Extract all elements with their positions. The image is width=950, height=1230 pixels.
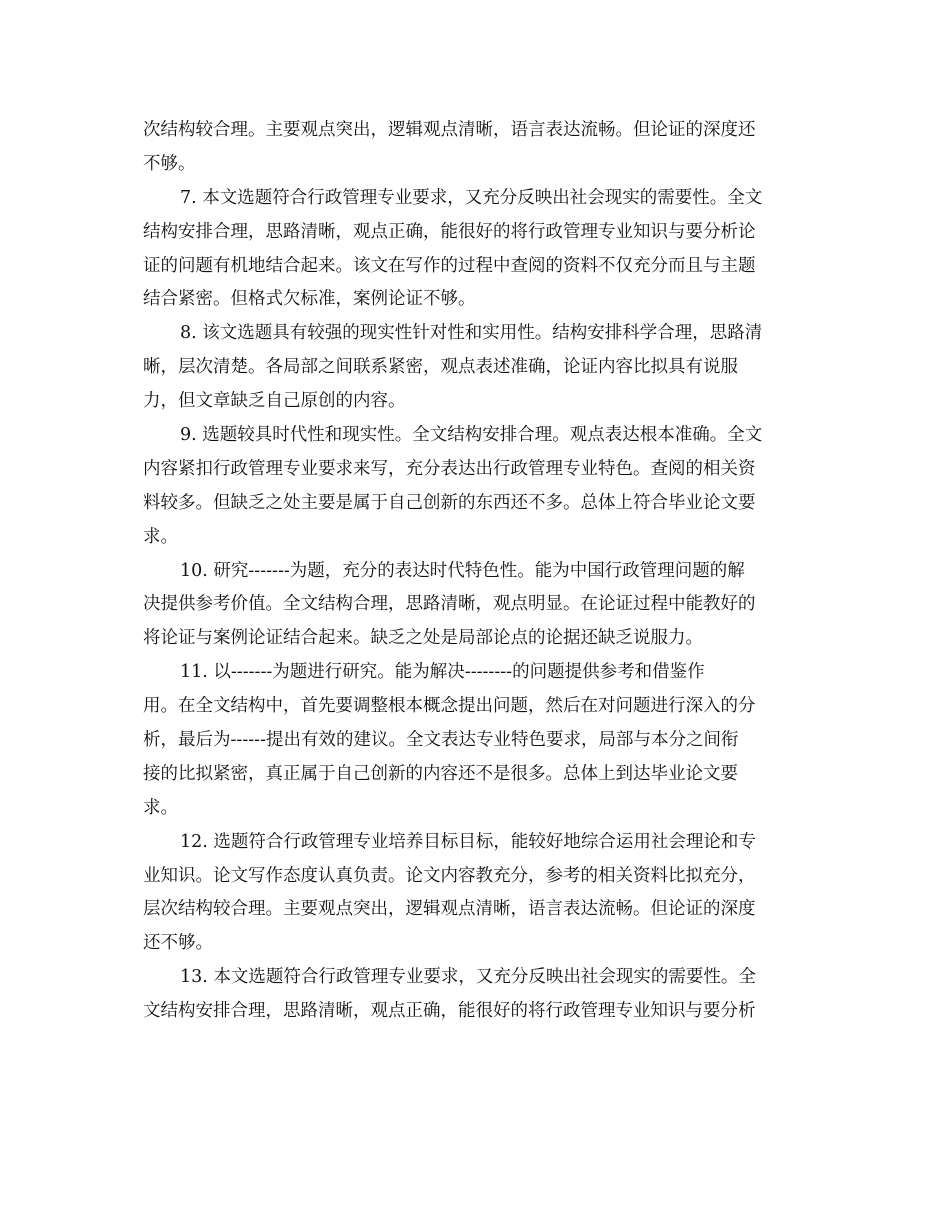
text-line: 还不够。 [143, 933, 213, 954]
text-line: 13. 本文选题符合行政管理专业要求，又充分反映出社会现实的需要性。全 [180, 967, 756, 988]
paragraph [143, 317, 813, 419]
text-line: 用。在全文结构中，首先要调整根本概念提出问题，然后在对问题进行深入的分 [143, 696, 756, 717]
text-line: 内容紧扣行政管理专业要求来写，充分表达出行政管理专业特色。查阅的相关资 [143, 458, 756, 479]
document-body [143, 114, 813, 1029]
text-line: 次结构较合理。主要观点突出，逻辑观点清晰，语言表达流畅。但论证的深度还 [143, 120, 756, 140]
paragraph [143, 656, 813, 825]
paragraph [143, 826, 813, 962]
paragraph [143, 114, 813, 182]
paragraph [143, 555, 813, 657]
text-line: 8. 该文选题具有较强的现实性针对性和实用性。结构安排科学合理，思路清 [180, 323, 763, 344]
text-line: 接的比拟紧密，真正属于自己创新的内容还不是很多。总体上到达毕业论文要 [143, 763, 738, 784]
text-line: 求。 [143, 797, 178, 818]
text-line: 料较多。但缺乏之处主要是属于自己创新的东西还不多。总体上符合毕业论文要 [143, 492, 756, 513]
text-line: 9. 选题较具时代性和现实性。全文结构安排合理。观点表达根本准确。全文 [180, 425, 763, 446]
text-line: 证的问题有机地结合起来。该文在写作的过程中查阅的资料不仅充分而且与主题 [143, 255, 756, 276]
text-line: 12. 选题符合行政管理专业培养目标目标，能较好地综合运用社会理论和专 [180, 831, 756, 852]
text-line: 将论证与案例论证结合起来。缺乏之处是局部论点的论据还缺乏说服力。 [143, 628, 703, 649]
text-line: 层次结构较合理。主要观点突出，逻辑观点清晰，语言表达流畅。但论证的深度 [143, 899, 756, 920]
paragraph [143, 182, 813, 318]
text-line: 文结构安排合理，思路清晰，观点正确，能很好的将行政管理专业知识与要分析 [143, 1001, 756, 1022]
text-line: 析，最后为------提出有效的建议。全文表达专业特色要求，局部与本分之间衔 [143, 730, 739, 751]
paragraph [143, 961, 813, 1029]
text-line: 11. 以-------为题进行研究。能为解决--------的问题提供参考和借鉴作 [180, 662, 705, 683]
paragraph [143, 419, 813, 555]
text-line: 求。 [143, 526, 178, 547]
text-line: 力，但文章缺乏自己原创的内容。 [143, 391, 406, 412]
text-line: 10. 研究-------为题，充分的表达时代特色性。能为中国行政管理问题的解 [180, 560, 745, 581]
text-line: 结合紧密。但格式欠标准，案例论证不够。 [143, 289, 476, 310]
text-line: 晰，层次清楚。各局部之间联系紧密，观点表述准确，论证内容比拟具有说服 [143, 357, 738, 378]
text-line: 不够。 [143, 153, 196, 174]
text-line: 结构安排合理，思路清晰，观点正确，能很好的将行政管理专业知识与要分析论 [143, 221, 756, 242]
text-line: 决提供参考价值。全文结构合理，思路清晰，观点明显。在论证过程中能教好的 [143, 594, 756, 615]
text-line: 业知识。论文写作态度认真负责。论文内容教充分，参考的相关资料比拟充分， [143, 865, 756, 886]
text-line: 7. 本文选题符合行政管理专业要求，又充分反映出社会现实的需要性。全文 [180, 187, 763, 208]
